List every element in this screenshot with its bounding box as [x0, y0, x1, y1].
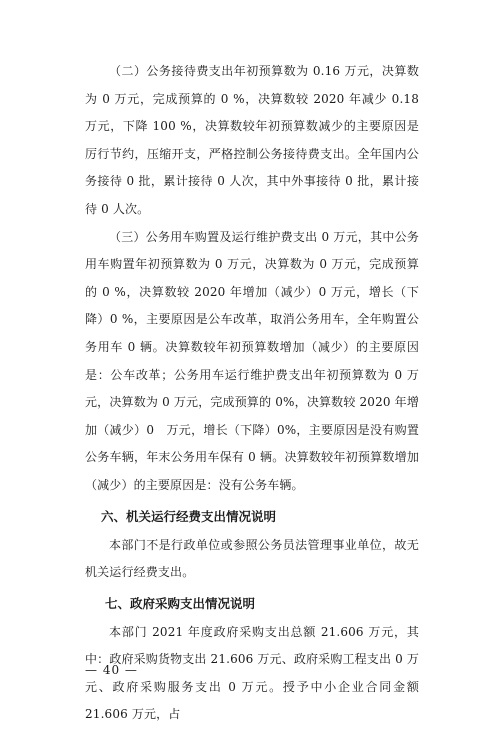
document-body: [85, 58, 419, 729]
section-heading-operating-expense: 六、机关运行经费支出情况说明: [101, 508, 277, 524]
section-heading-procurement: 七、政府采购支出情况说明: [105, 595, 256, 611]
paragraph-hospitality-expense: （二）公务接待费支出年初预算数为 0.16 万元，决算数为 0 万元，完成预算的 0 %，决算数较 2020 年减少 0.18 万元，下降 100 %，决算数较年初预算数减少的主要原因是厉行节约，压缩开支，严格控制公务接待费支出。全年国内公务接待 0 批，累计接待 0 人次，其中外事接待 0 批，累计接待 0 人次。: [85, 64, 419, 216]
paragraph-procurement: 本部门 2021 年度政府采购支出总额 21.606 万元，其中：政府采购货物支出 21.606 万元、政府采购工程支出 0 万元、政府采购服务支出 0 万元。授予中小企业合同金额 21.606 万元，占: [85, 624, 419, 722]
page-number: — 40 —: [85, 663, 138, 677]
paragraph-operating-expense: 本部门不是行政单位或参照公务员法管理事业单位，故无机关运行经费支出。: [85, 537, 419, 580]
paragraph-vehicle-expense: （三）公务用车购置及运行维护费支出 0 万元，其中公务用车购置年初预算数为 0 万元，决算数为 0 万元，完成预算的 0 %，决算数较 2020 年增加（减少）0 万元，增长（下降）0 %，主要原因是公车改革，取消公务用车，全年购置公务用车 0 辆。决算数较年初预算数增加（减少）的主要原因是：公车改革；公务用车运行维护费支出年初预算数为 0 万元，决算数为 0 万元，完成预算的 0%，决算数较 2020 年增加（减少）0 万元，增长（下降）0%，主要原因是没有购置公务车辆，年末公务用车保有 0 辆。决算数较年初预算数增加（减少）的主要原因是：没有公务车辆。: [85, 229, 419, 492]
